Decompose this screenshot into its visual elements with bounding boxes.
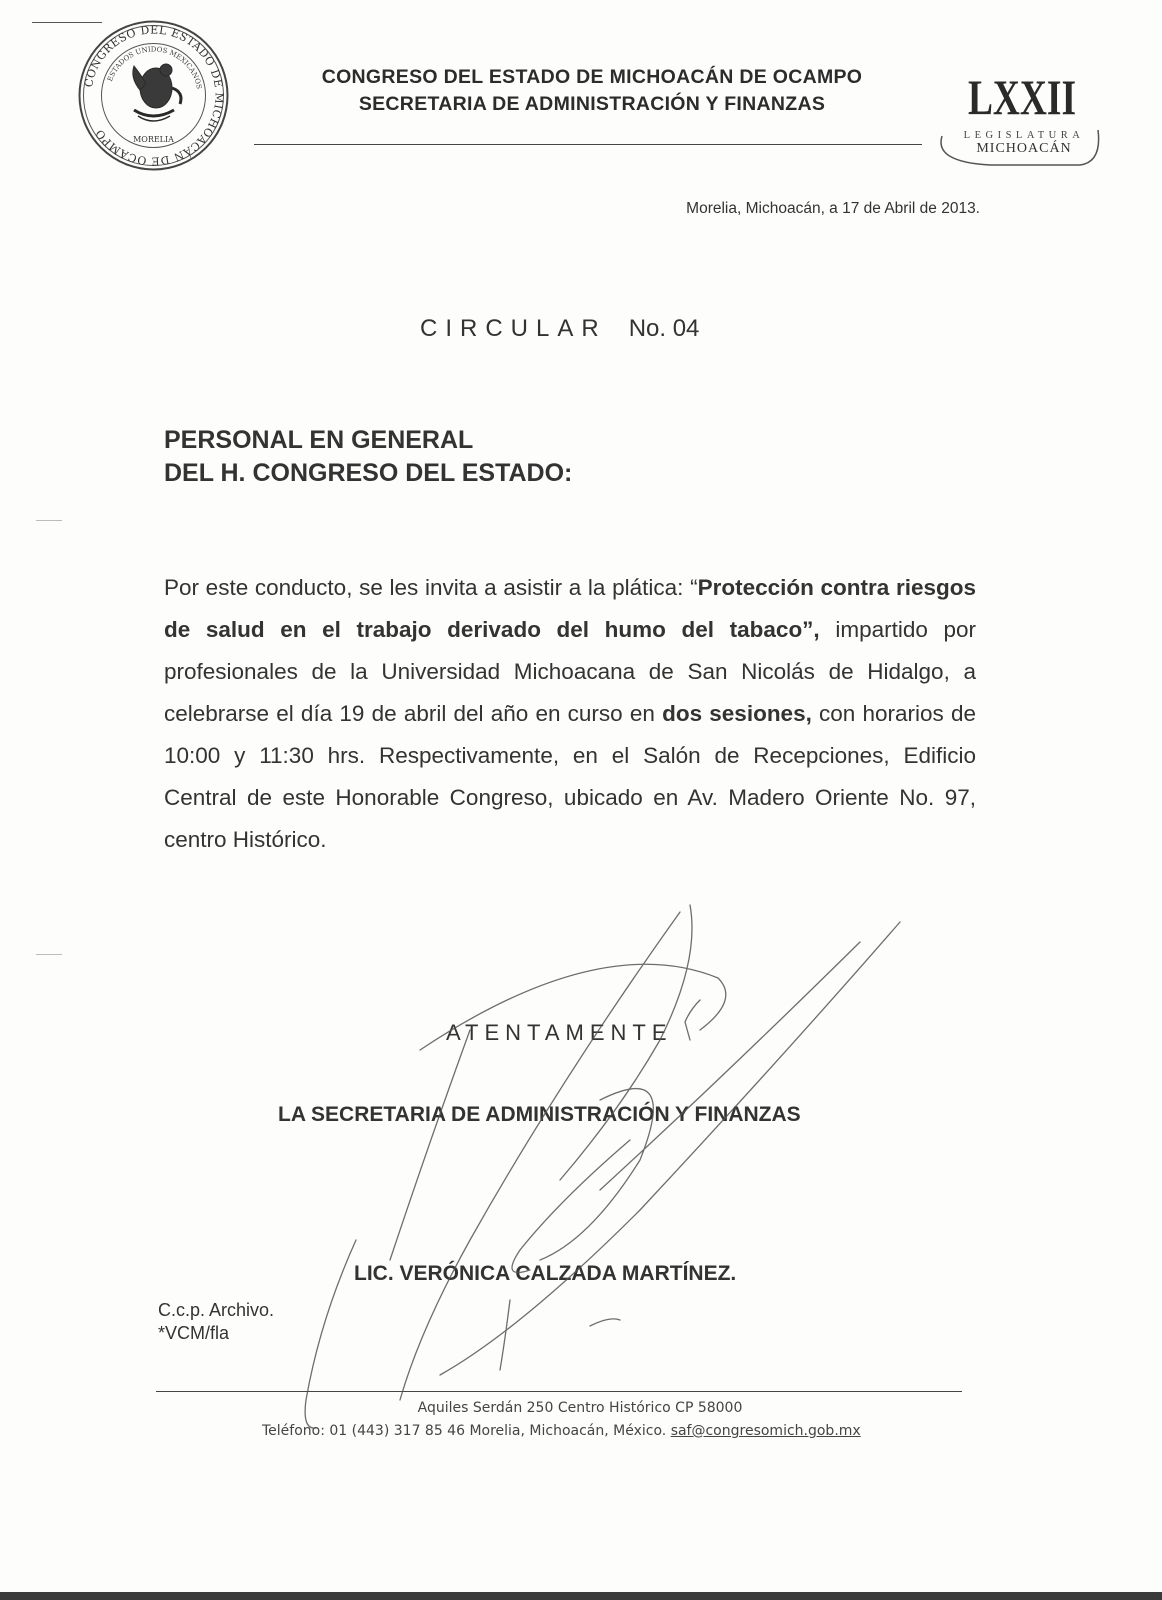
addressee-line-1: PERSONAL EN GENERAL — [164, 426, 474, 454]
sessions-emphasis: dos sesiones, — [662, 701, 812, 726]
eagle-icon — [133, 64, 181, 121]
scan-speck — [36, 520, 62, 521]
footer-phone: Teléfono: 01 (443) 317 85 46 Morelia, Michoacán, México. — [262, 1423, 671, 1439]
body-intro: Por este conducto, se les invita a asistir a la plática: “ — [164, 575, 698, 600]
circular-heading — [420, 315, 699, 343]
issuing-office: LA SECRETARIA DE ADMINISTRACIÓN Y FINANZAS — [278, 1103, 801, 1126]
scan-edge — [0, 1592, 1162, 1600]
legislature-label: LEGISLATURA — [963, 130, 1085, 141]
carbon-copy — [158, 1299, 274, 1345]
header-divider — [254, 144, 922, 145]
seal-city-text: MORELIA — [133, 135, 174, 144]
footer-email-link[interactable]: saf@congresomich.gob.mx — [670, 1423, 861, 1439]
ccp-line-2: *VCM/fla — [158, 1323, 230, 1343]
letterhead-title — [262, 64, 922, 118]
addressee — [164, 424, 572, 490]
legislature-logo — [930, 66, 1120, 176]
congress-seal-icon — [76, 18, 231, 173]
document-date: Morelia, Michoacán, a 17 de Abril de 2013. — [686, 200, 980, 217]
footer-divider — [156, 1391, 962, 1392]
footer-contact — [262, 1423, 1002, 1439]
legislature-numeral: LXXII — [968, 69, 1076, 125]
circular-label: CIRCULAR — [420, 315, 607, 342]
circular-number: No. 04 — [628, 315, 700, 342]
seal-inner-text: ESTADOS UNIDOS MEXICANOS — [105, 45, 204, 90]
scan-speck — [36, 954, 62, 955]
signer-name: LIC. VERÓNICA CALZADA MARTÍNEZ. — [354, 1262, 737, 1285]
letterhead-line-2: SECRETARIA DE ADMINISTRACIÓN Y FINANZAS — [358, 93, 826, 115]
body-paragraph — [164, 567, 976, 861]
letterhead-line-1: CONGRESO DEL ESTADO DE MICHOACÁN DE OCAMPO — [321, 66, 863, 88]
legislature-state: MICHOACÁN — [976, 141, 1072, 156]
body-location: con horarios de 10:00 y 11:30 hrs. Respectivamente, en el Salón de Recepciones, Edificio Central de este Honorable Congreso, ubicado en Av. Madero Oriente No. 97, centro Histórico. — [164, 701, 976, 852]
footer-address: Aquiles Serdán 250 Centro Histórico CP 58000 — [417, 1400, 743, 1416]
talk-title: Protección contra riesgos de salud en el trabajo derivado del humo del tabaco”, — [164, 575, 976, 642]
addressee-line-2: DEL H. CONGRESO DEL ESTADO: — [164, 459, 573, 487]
ccp-line-1: C.c.p. Archivo. — [158, 1300, 275, 1320]
seal-outer-text: CONGRESO DEL ESTADO DE MICHOACÁN DE OCAMPO — [82, 23, 226, 168]
closing-salutation: ATENTAMENTE — [446, 1020, 673, 1045]
body-details: impartido por profesionales de la Universidad Michoacana de San Nicolás de Hidalgo, a celebrarse el día 19 de abril del año en curso en — [164, 617, 976, 726]
